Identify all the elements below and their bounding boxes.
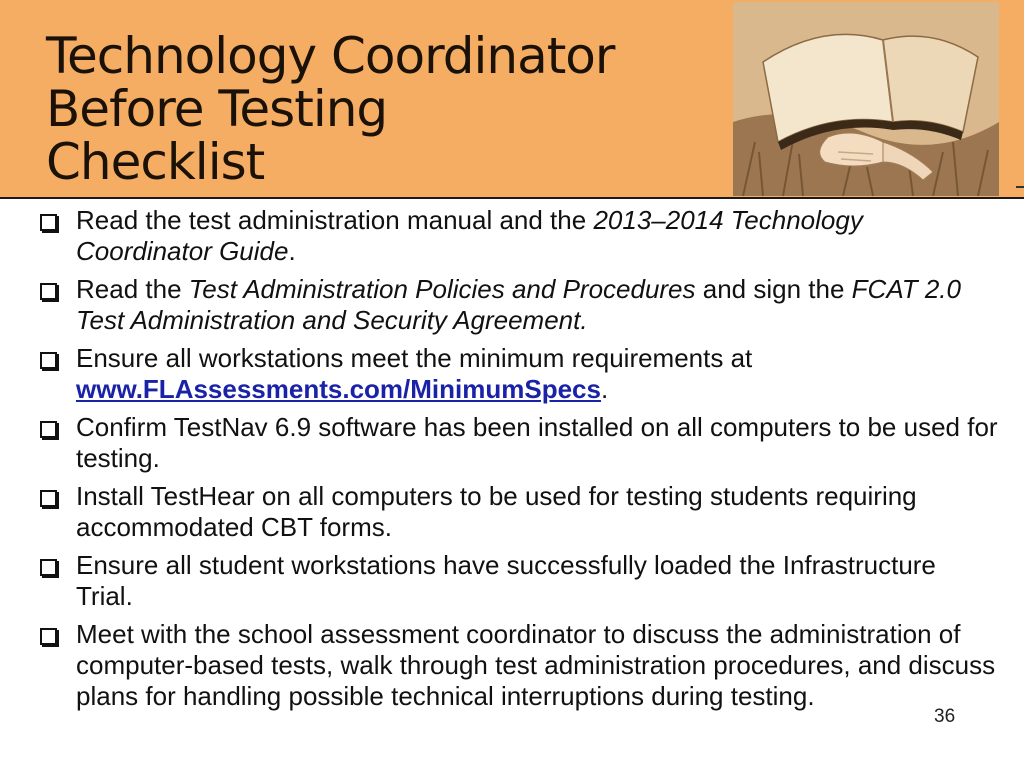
document-title-text: 2013–2014 Technology Coordinator Guide bbox=[76, 205, 863, 266]
checkbox-icon bbox=[40, 559, 57, 576]
book-photo bbox=[733, 2, 999, 196]
checklist-item-text: and sign the bbox=[695, 274, 852, 304]
slide-title bbox=[46, 27, 615, 191]
checklist-item bbox=[38, 205, 998, 267]
checklist-item-text: Meet with the school assessment coordinator to discuss the administration of computer-based tests, walk through test administration procedures, and discuss plans for handling possible technical interruptions during testing. bbox=[76, 619, 996, 711]
checklist-item bbox=[38, 412, 998, 474]
checklist-item-text: Read the bbox=[76, 274, 189, 304]
checkbox-icon bbox=[40, 490, 57, 507]
checklist bbox=[38, 205, 998, 719]
checkbox-icon bbox=[40, 421, 57, 438]
checkbox-icon bbox=[40, 628, 57, 645]
checklist-item-text: Ensure all student workstations have successfully loaded the Infrastructure Trial. bbox=[76, 550, 936, 611]
checklist-item bbox=[38, 343, 998, 405]
slide-title-line-1: Technology Coordinator bbox=[46, 27, 615, 85]
checklist-item-text: Install TestHear on all computers to be used for testing students requiring accommodated CBT forms. bbox=[76, 481, 917, 542]
checklist-item-text: Confirm TestNav 6.9 software has been installed on all computers to be used for testing. bbox=[76, 412, 998, 473]
corner-mark bbox=[1016, 186, 1024, 188]
book-photo-illustration bbox=[733, 2, 999, 196]
checklist-item bbox=[38, 550, 998, 612]
document-title-text: FCAT 2.0 Test Administration and Security Agreement. bbox=[76, 274, 961, 335]
header-divider bbox=[0, 197, 1024, 199]
slide-title-line-2: Before Testing bbox=[46, 80, 388, 138]
document-title-text: Test Administration Policies and Procedures bbox=[188, 274, 696, 304]
checklist-item bbox=[38, 619, 998, 712]
checklist-item-text: . bbox=[600, 374, 609, 404]
checkbox-icon bbox=[40, 283, 57, 300]
checklist-item bbox=[38, 274, 998, 336]
checklist-item-text: Ensure all workstations meet the minimum requirements at bbox=[76, 343, 753, 373]
slide-title-line-3: Checklist bbox=[46, 133, 265, 191]
minimum-specs-link[interactable]: www.FLAssessments.com/MinimumSpecs bbox=[76, 374, 601, 404]
header-band bbox=[0, 0, 1024, 197]
page-number: 36 bbox=[934, 706, 956, 727]
checklist-item bbox=[38, 481, 998, 543]
checkbox-icon bbox=[40, 352, 57, 369]
checkbox-icon bbox=[40, 214, 57, 231]
checklist-item-text: Read the test administration manual and the bbox=[76, 205, 594, 235]
checklist-item-text: . bbox=[288, 236, 296, 266]
